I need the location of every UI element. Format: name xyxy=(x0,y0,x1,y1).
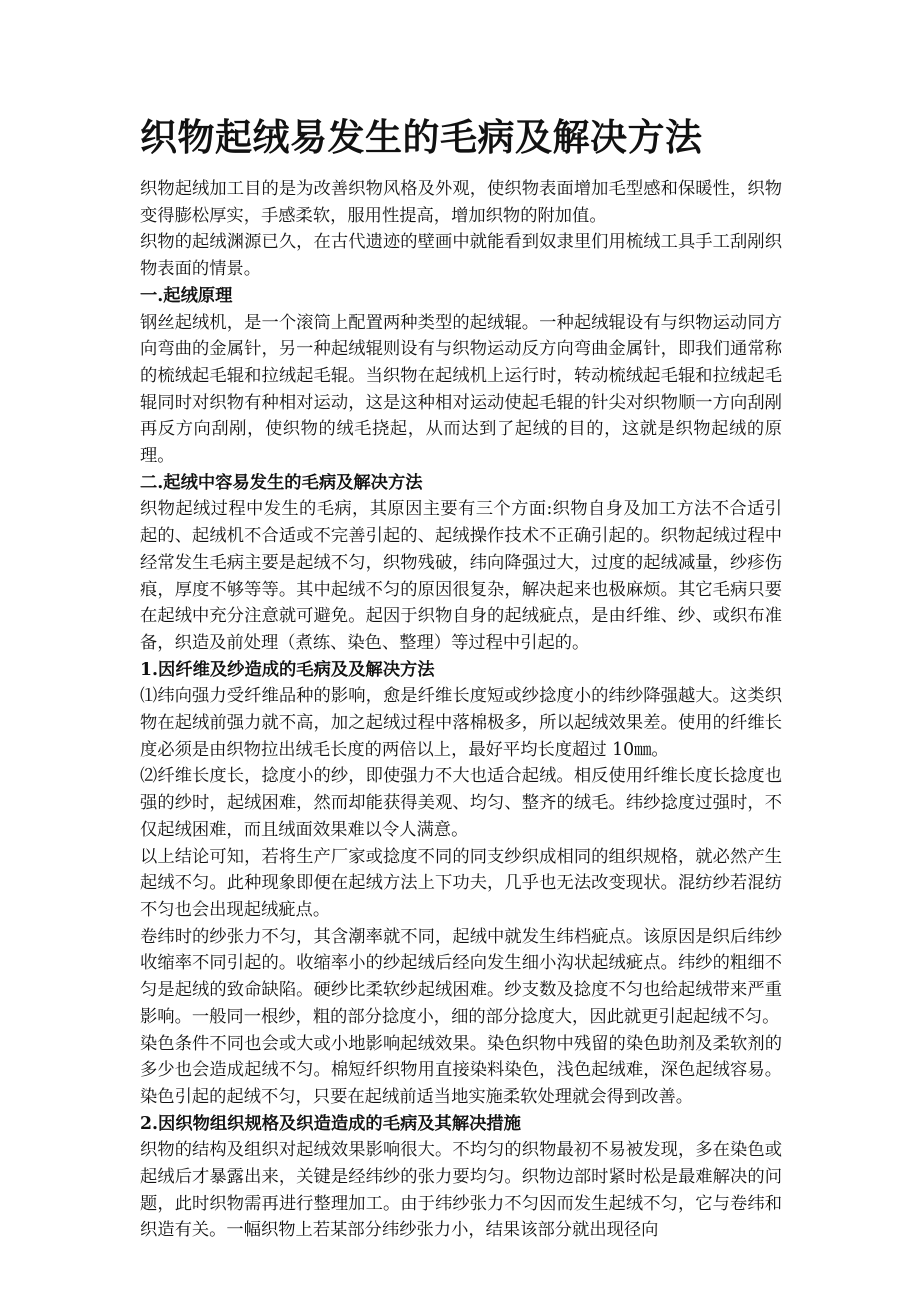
body-paragraph: 钢丝起绒机，是一个滚筒上配置两种类型的起绒辊。一种起绒辊设有与织物运动同方向弯曲的金属针，另一种起绒辊则设有与织物运动反方向弯曲金属针，即我们通常称的梳绒起毛辊和拉绒起毛辊。当织物在起绒机上运行时，转动梳绒起毛辊和拉绒起毛辊同时对织物有种相对运动，这是这种相对运动使起毛辊的针尖对织物顺一方向刮剐再反方向刮剐，使织物的绒毛挠起，从而达到了起绒的目的，这就是织物起绒的原理。 xyxy=(140,312,782,467)
subsection-heading-fabric-weaving: 2.因织物组织规格及织造造成的毛病及其解决措施 xyxy=(140,1113,521,1134)
intro-paragraph: 织物的起绒渊源已久，在古代遗迹的壁画中就能看到奴隶里们用梳绒工具手工刮剐织物表面的情景。 xyxy=(140,232,782,280)
document-title: 织物起绒易发生的毛病及解决方法 xyxy=(140,116,703,159)
body-paragraph: 染色条件不同也会或大或小地影响起绒效果。染色织物中残留的染色助剂及柔软剂的多少也会造成起绒不匀。棉短纤织物用直接染料染色，浅色起绒难，深色起绒容易。染色引起的起绒不匀，只要在起绒前适当地实施柔软处理就会得到改善。 xyxy=(140,1033,782,1107)
body-paragraph: 卷纬时的纱张力不匀，其含潮率就不同，起绒中就发生纬档疵点。该原因是织后纬纱收缩率不同引起的。收缩率小的纱起绒后经向发生细小沟状起绒疵点。纬纱的粗细不匀是起绒的致命缺陷。硬纱比柔软纱起绒困难。纱支数及捻度不匀也给起绒带来严重影响。一般同一根纱，粗的部分捻度小，细的部分捻度大，因此就更引起起绒不匀。 xyxy=(140,926,782,1027)
intro-paragraph: 织物起绒加工目的是为改善织物风格及外观，使织物表面增加毛型感和保暖性，织物变得膨松厚实，手感柔软，服用性提高，增加织物的附加值。 xyxy=(140,179,782,226)
document-body xyxy=(140,176,782,1244)
subsection-heading-fiber-yarn: 1.因纤维及纱造成的毛病及及解决方法 xyxy=(140,659,435,680)
body-paragraph: 织物起绒过程中发生的毛病，其原因主要有三个方面:织物自身及加工方法不合适引起的、起绒机不合适或不完善引起的、起绒操作技术不正确引起的。织物起绒过程中经常发生毛病主要是起绒不匀，织物残破，纬向降强过大，过度的起绒减量，纱疹伤痕，厚度不够等等。其中起绒不匀的原因很复杂，解决起来也极麻烦。其它毛病只要在起绒中充分注意就可避免。起因于织物自身的起绒疵点，是由纤维、纱、或织布准备，织造及前处理（煮练、染色、整理）等过程中引起的。 xyxy=(140,499,782,653)
section-heading-defects: 二.起绒中容易发生的毛病及解决方法 xyxy=(140,472,423,493)
body-paragraph: ⑴纬向强力受纤维品种的影响，愈是纤维长度短或纱捻度小的纬纱降强越大。这类织物在起绒前强力就不高，加之起绒过程中落棉极多，所以起绒效果差。使用的纤维长度必须是由织物拉出绒毛长度的两倍以上，最好平均长度超过 10㎜。 xyxy=(140,686,782,760)
body-paragraph: 以上结论可知，若将生产厂家或捻度不同的同支纱织成相同的组织规格，就必然产生起绒不匀。此种现象即便在起绒方法上下功夫，几乎也无法改变现状。混纺纱若混纺不匀也会出现起绒疵点。 xyxy=(140,846,782,920)
body-paragraph: 织物的结构及组织对起绒效果影响很大。不均匀的织物最初不易被发现，多在染色或起绒后才暴露出来，关键是经纬纱的张力要均匀。织物边部时紧时松是最难解决的问题，此时织物需再进行整理加工。由于纬纱张力不匀因而发生起绒不匀，它与卷纬和织造有关。一幅织物上若某部分纬纱张力小，结果该部分就出现径向 xyxy=(140,1140,782,1241)
section-heading-principle: 一.起绒原理 xyxy=(140,285,233,306)
body-paragraph: ⑵纤维长度长，捻度小的纱，即使强力不大也适合起绒。相反使用纤维长度长捻度也强的纱时，起绒困难，然而却能获得美观、均匀、整齐的绒毛。纬纱捻度过强时，不仅起绒困难，而且绒面效果难以令人满意。 xyxy=(140,766,782,840)
